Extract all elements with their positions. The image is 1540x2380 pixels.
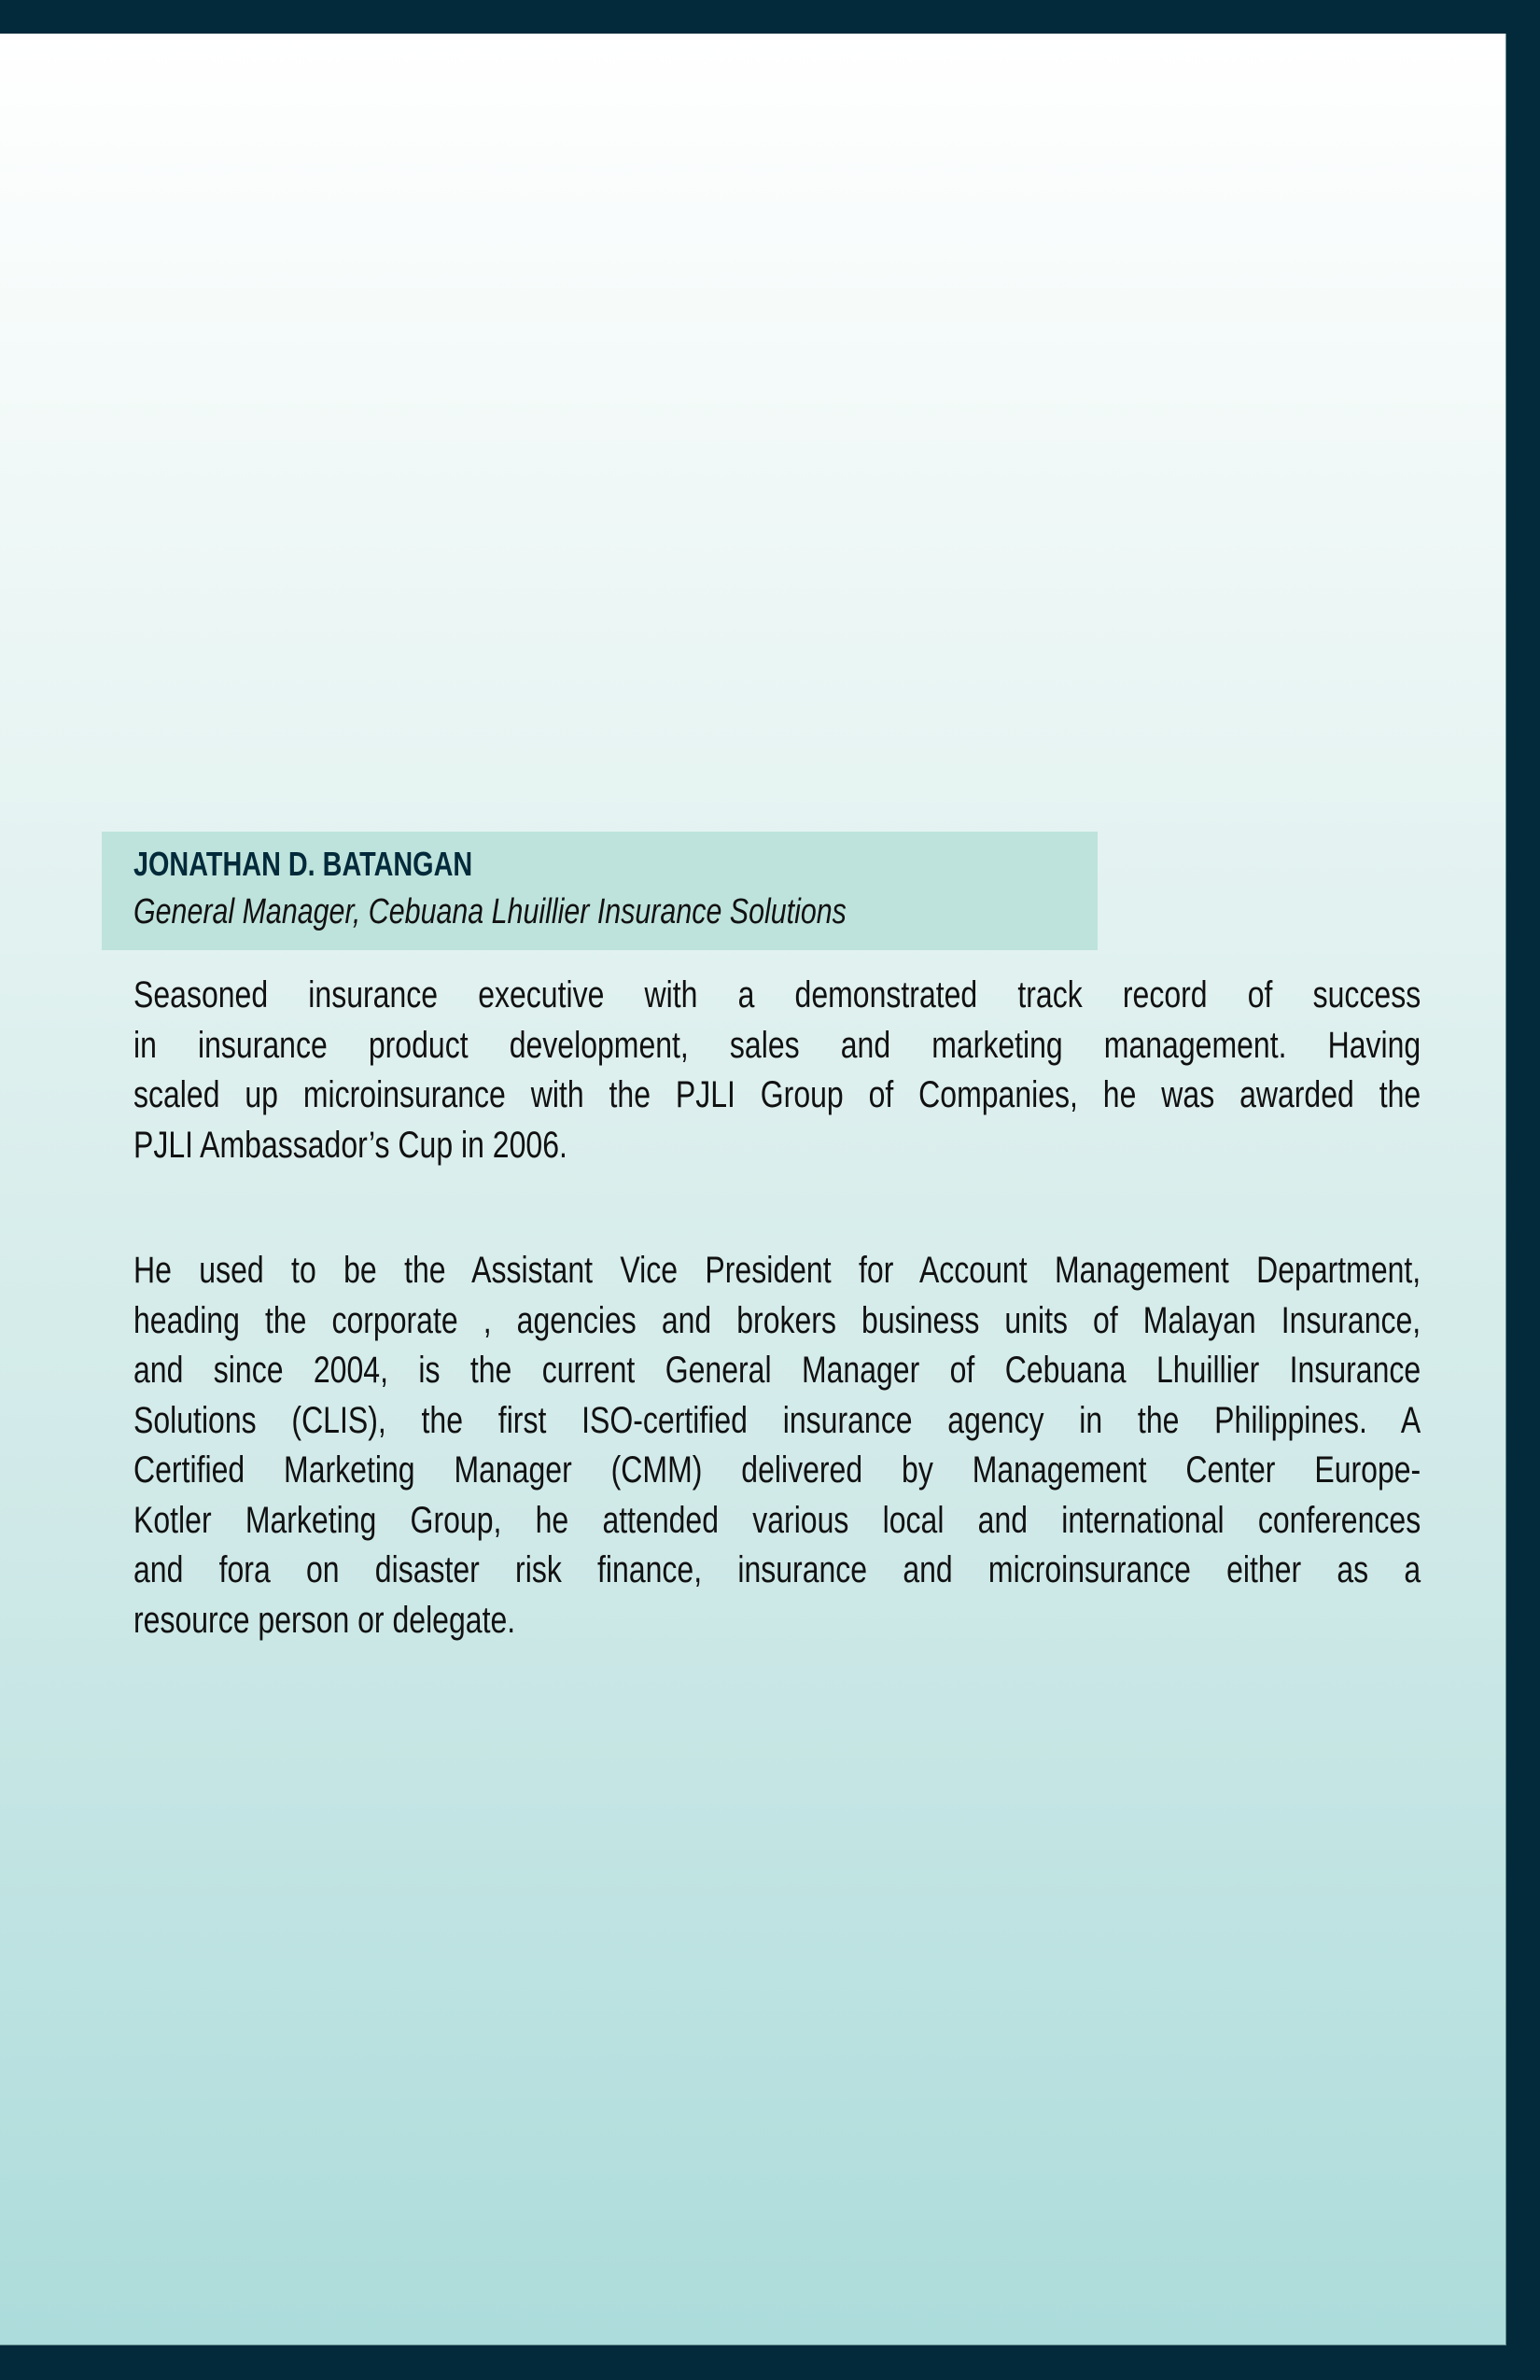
bio-line: resource person or delegate.: [133, 1599, 516, 1641]
bio-line: in insurance product development, sales and marketing management. Having: [133, 1024, 1421, 1066]
bio-line: Certified Marketing Manager (CMM) delivered by Management Center Europe-: [133, 1449, 1421, 1491]
bio-line: Kotler Marketing Group, he attended various local and international conferences: [133, 1499, 1421, 1541]
person-name: JONATHAN D. BATANGAN: [133, 845, 473, 883]
bio-line: and since 2004, is the current General Manager of Cebuana Lhuillier Insurance: [133, 1350, 1421, 1391]
person-title: General Manager, Cebuana Lhuillier Insurance Solutions: [133, 892, 847, 931]
bio-line: Solutions (CLIS), the first ISO-certified insurance agency in the Philippines. A: [133, 1399, 1421, 1441]
bio-paragraph-2: [133, 1246, 1421, 1645]
bio-line: Seasoned insurance executive with a demonstrated track record of success: [133, 974, 1421, 1015]
bio-line: heading the corporate , agencies and brokers business units of Malayan Insurance,: [133, 1299, 1421, 1341]
page: [0, 34, 1506, 2345]
bio-line: PJLI Ambassador’s Cup in 2006.: [133, 1124, 567, 1166]
bio-line: He used to be the Assistant Vice President for Account Management Department,: [133, 1250, 1421, 1291]
bio-line: scaled up microinsurance with the PJLI Group of Companies, he was awarded the: [133, 1074, 1421, 1115]
bio-line: and fora on disaster risk finance, insurance and microinsurance either as a: [133, 1549, 1421, 1590]
name-header-box: [102, 832, 1098, 950]
bio-paragraph-1: [133, 971, 1421, 1170]
